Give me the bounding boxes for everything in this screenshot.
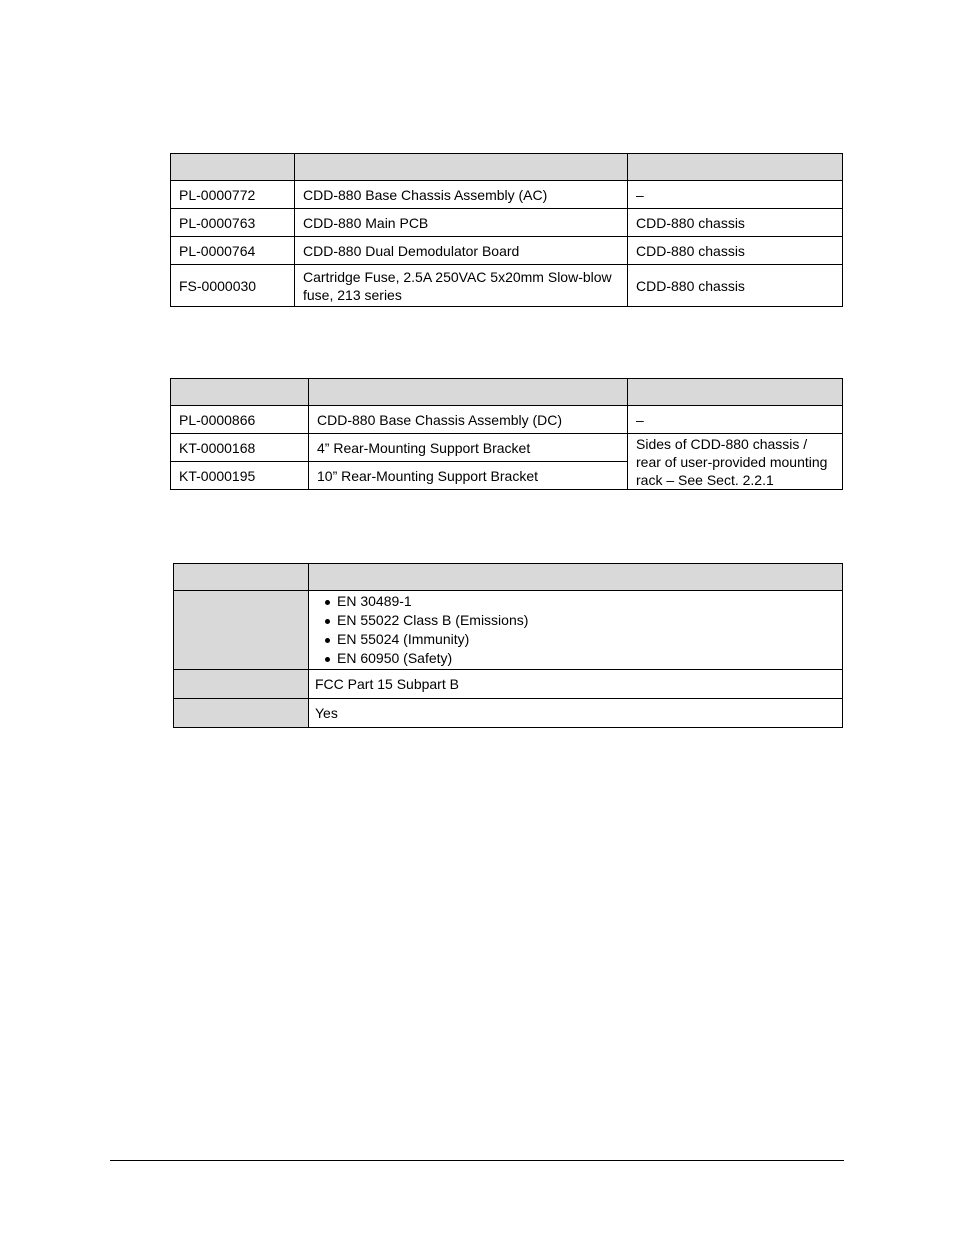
description-cell: CDD-880 Base Chassis Assembly (AC)	[295, 181, 628, 209]
description-cell: Cartridge Fuse, 2.5A 250VAC 5x20mm Slow-blow fuse, 213 series	[295, 265, 628, 307]
regulatory-compliance-table	[173, 563, 843, 728]
footer-divider	[110, 1160, 844, 1161]
rohs-row	[174, 699, 843, 728]
part-number-cell: PL-0000866	[171, 406, 309, 434]
bracket-location-cell: Sides of CDD-880 chassis / rear of user-provided mounting rack – See Sect. 2.2.1	[628, 434, 843, 490]
location-cell: –	[628, 406, 843, 434]
standards-row	[174, 591, 843, 670]
fcc-cell: FCC Part 15 Subpart B	[309, 670, 843, 699]
description-cell: CDD-880 Main PCB	[295, 209, 628, 237]
part-number-cell: PL-0000772	[171, 181, 295, 209]
part-number-cell: PL-0000763	[171, 209, 295, 237]
table-header-row	[171, 154, 843, 181]
table-header-row	[174, 564, 843, 591]
header-cell	[295, 154, 628, 181]
part-number-cell: KT-0000195	[171, 462, 309, 490]
table-row	[171, 181, 843, 209]
description-cell: 4” Rear-Mounting Support Bracket	[309, 434, 628, 462]
description-cell: 10” Rear-Mounting Support Bracket	[309, 462, 628, 490]
table-row	[171, 265, 843, 307]
table-row	[171, 209, 843, 237]
header-cell	[309, 379, 628, 406]
part-number-cell: FS-0000030	[171, 265, 295, 307]
location-cell: CDD-880 chassis	[628, 209, 843, 237]
table-row	[171, 237, 843, 265]
location-cell: –	[628, 181, 843, 209]
description-cell: CDD-880 Base Chassis Assembly (DC)	[309, 406, 628, 434]
location-cell: CDD-880 chassis	[628, 265, 843, 307]
table-header-row	[171, 379, 843, 406]
fcc-row	[174, 670, 843, 699]
header-cell	[174, 564, 309, 591]
description-cell: CDD-880 Dual Demodulator Board	[295, 237, 628, 265]
row-label-cell	[174, 670, 309, 699]
header-cell	[171, 379, 309, 406]
header-cell	[171, 154, 295, 181]
list-item: EN 30489-1	[315, 592, 834, 611]
row-label-cell	[174, 699, 309, 728]
header-cell	[628, 154, 843, 181]
standards-cell	[309, 591, 843, 670]
table-row	[171, 406, 843, 434]
list-item: EN 60950 (Safety)	[315, 649, 834, 668]
part-number-cell: PL-0000764	[171, 237, 295, 265]
list-item: EN 55022 Class B (Emissions)	[315, 611, 834, 630]
list-item: EN 55024 (Immunity)	[315, 630, 834, 649]
row-label-cell	[174, 591, 309, 670]
ac-chassis-parts-table	[170, 153, 843, 307]
header-cell	[628, 379, 843, 406]
table-row	[171, 434, 843, 462]
header-cell	[309, 564, 843, 591]
rohs-cell: Yes	[309, 699, 843, 728]
dc-chassis-parts-table	[170, 378, 843, 490]
location-cell: CDD-880 chassis	[628, 237, 843, 265]
part-number-cell: KT-0000168	[171, 434, 309, 462]
standards-list	[315, 592, 834, 668]
